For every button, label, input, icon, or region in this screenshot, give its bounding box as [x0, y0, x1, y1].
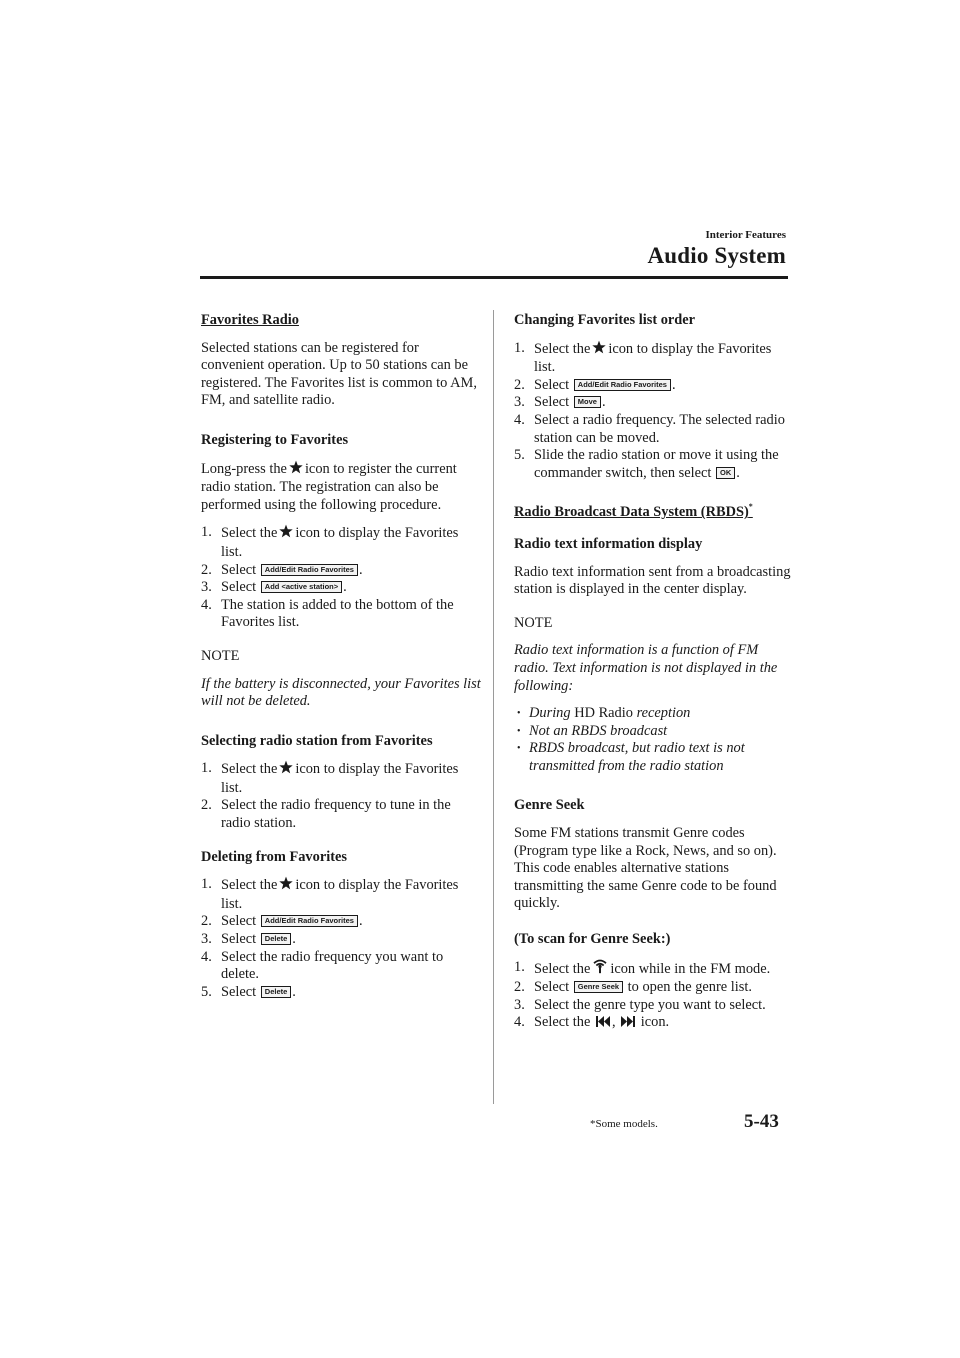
list-item: 2. Select Add/Edit Radio Favorites . [201, 913, 363, 930]
radio-text-heading: Radio text information display [514, 535, 703, 552]
list-item: 3. Select Move . [514, 394, 606, 411]
list-item: 3. Select Add <active station> . [201, 579, 347, 596]
add-edit-radio-favorites-button[interactable]: Add/Edit Radio Favorites [261, 915, 358, 927]
note-text: If the battery is disconnected, your Favorites list will not be deleted. [201, 675, 481, 710]
note-bullets [514, 705, 794, 775]
some-models-footnote: *Some models. [590, 1118, 658, 1130]
list-item: • During HD Radio reception [517, 705, 691, 722]
list-item: 1. Select the icon to display the Favorites list. [201, 524, 459, 560]
selecting-steps [201, 760, 481, 832]
rbds-heading: Radio Broadcast Data System (RBDS)* [514, 502, 753, 521]
genre-scan-heading: (To scan for Genre Seek:) [514, 931, 671, 948]
star-icon [279, 760, 293, 780]
list-item: • Not an RBDS broadcast [517, 722, 668, 739]
list-item: 4. Select a radio frequency. The selected radio station can be moved. [514, 411, 785, 446]
deleting-steps [201, 876, 481, 1001]
note-heading: NOTE [514, 614, 553, 631]
star-icon [279, 524, 293, 544]
page-number: 5-43 [744, 1111, 779, 1132]
genre-seek-body: Some FM stations transmit Genre codes (Program type like a Rock, News, and so on). This code enables alternative stations transmitting the same Genre code to be found quickly. [514, 825, 777, 912]
favorites-radio-heading: Favorites Radio [201, 312, 299, 328]
ok-button[interactable]: OK [716, 467, 735, 479]
skip-back-icon [596, 1015, 610, 1033]
list-item: 1. Select the icon to display the Favorites list. [201, 760, 459, 796]
deleting-heading: Deleting from Favorites [201, 848, 347, 865]
list-item: 2. Select Add/Edit Radio Favorites . [201, 561, 363, 578]
list-item: 1. Select the icon while in the FM mode. [514, 959, 794, 980]
list-item: 3. Select Delete . [201, 931, 296, 948]
list-item: 3. Select the genre type you want to select. [514, 996, 766, 1013]
column-divider [493, 310, 494, 1104]
star-icon [279, 876, 293, 896]
header-rule [200, 276, 788, 279]
some-models-mark: * [748, 502, 753, 512]
left-column [201, 312, 481, 1001]
radio-signal-icon [592, 959, 608, 980]
skip-forward-icon [621, 1015, 635, 1033]
star-icon [592, 340, 606, 360]
delete-button[interactable]: Delete [261, 986, 292, 998]
note-text: Radio text information is a function of FM radio. Text information is not displayed in the following: [514, 642, 778, 694]
list-item: 1. Select the icon to display the Favorites list. [201, 876, 459, 912]
add-edit-radio-favorites-button[interactable]: Add/Edit Radio Favorites [574, 379, 671, 391]
registering-heading: Registering to Favorites [201, 431, 349, 448]
list-item: 2. Select Add/Edit Radio Favorites . [514, 376, 676, 393]
list-item: 2. Select the radio frequency to tune in the radio station. [201, 797, 451, 832]
list-item: 2. Select Genre Seek to open the genre list. [514, 979, 752, 996]
changing-order-heading: Changing Favorites list order [514, 312, 696, 328]
list-item: 4. The station is added to the bottom of the Favorites list. [201, 596, 454, 631]
list-item: 5. Select Delete . [201, 983, 296, 1000]
list-item: • RBDS broadcast, but radio text is not transmitted from the radio station [517, 740, 745, 774]
favorites-intro: Selected stations can be registered for convenient operation. Up to 50 stations can be registered. The Favorites list is common to AM, FM, and satellite radio. [201, 339, 477, 409]
note-heading: NOTE [201, 647, 240, 664]
genre-seek-heading: Genre Seek [514, 797, 585, 814]
radio-text-body: Radio text information sent from a broadcasting station is displayed in the center display. [514, 563, 791, 598]
selecting-heading: Selecting radio station from Favorites [201, 732, 433, 749]
section-title: Audio System [647, 243, 786, 268]
list-item: 1. Select the icon to display the Favorites list. [514, 339, 772, 376]
list-item: 5. Slide the radio station or move it using the commander switch, then select OK . [514, 447, 779, 481]
registering-steps [201, 524, 481, 632]
star-icon [289, 460, 303, 480]
genre-seek-steps [514, 959, 794, 1033]
right-column [514, 312, 794, 1033]
changing-order-steps [514, 340, 794, 483]
registering-intro: Long-press the icon to register the current radio station. The registration can also be performed using the following procedure. [201, 460, 457, 513]
list-item: 4. Select the radio frequency you want to delete. [201, 948, 444, 983]
delete-button[interactable]: Delete [261, 933, 292, 945]
move-button[interactable]: Move [574, 396, 601, 408]
section-label: Interior Features [705, 229, 786, 241]
add-active-station-button[interactable]: Add <active station> [261, 581, 342, 593]
list-item: 4. Select the , icon. [514, 1014, 794, 1033]
add-edit-radio-favorites-button[interactable]: Add/Edit Radio Favorites [261, 564, 358, 576]
genre-seek-button[interactable]: Genre Seek [574, 981, 623, 993]
